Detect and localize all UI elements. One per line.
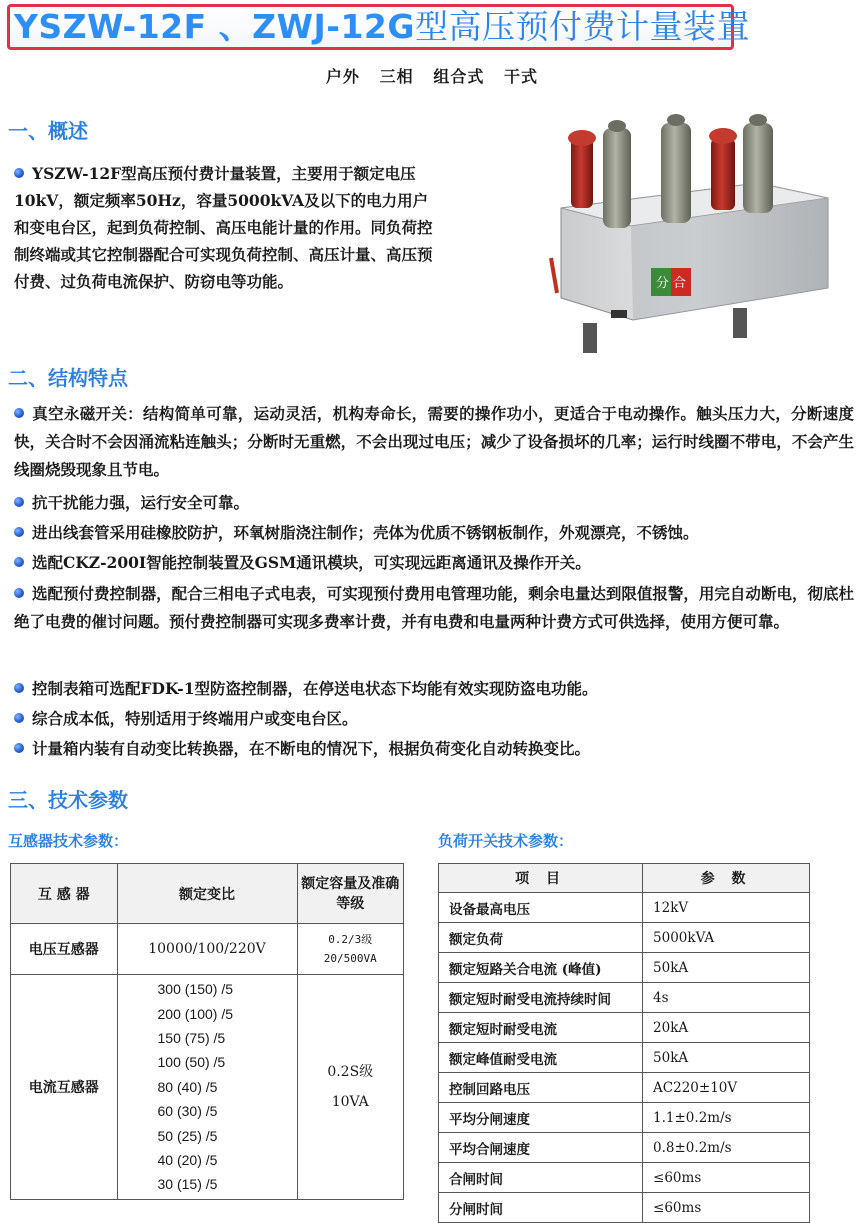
ratio-value: 30 (15) /5 [157,1176,218,1193]
red-insulator [711,138,735,210]
param-value: 4s [643,983,810,1013]
page-title [14,4,750,50]
feature-text: 选配CKZ-200I智能控制装置及GSM通讯模块，可实现远距离通讯及操作开关。 [32,553,591,572]
grey-insulator [603,128,631,228]
table-cell: 10000/100/220V [117,924,297,975]
bullet-icon [14,713,24,723]
grey-insulator-cap [667,114,685,126]
table-row [439,923,810,953]
feature-item [14,519,854,547]
bullet-icon [14,408,24,418]
table-cell [117,975,297,1200]
red-insulator-cap [568,130,596,146]
param-name: 平均分闸速度 [439,1103,643,1133]
overview-heading: 一、概述 [8,119,88,143]
ratio-value: 150 (75) /5 [157,1029,226,1046]
page-subtitle: 户外 三相 组合式 干式 [325,67,539,86]
table-row [439,1133,810,1163]
operating-lever [551,258,557,293]
bullet-icon [14,743,24,753]
table-row [11,924,404,975]
table-row [439,983,810,1013]
param-value: 20kA [643,1013,810,1043]
operation-label-text: 分 合 [655,276,687,291]
accuracy-class: 0.2S级 [327,1064,374,1080]
support-foot [733,308,747,338]
ratio-value: 300 (150) /5 [157,981,233,998]
column-header: 互 感 器 [11,864,118,924]
param-value: 12kV [643,893,810,923]
feature-item [14,580,854,636]
bullet-icon [14,168,24,178]
feature-item [14,675,854,703]
table-row [439,1073,810,1103]
ct-table-heading: 互感器技术参数： [8,832,129,850]
overview-text: YSZW-12F型高压预付费计量装置，主要用于额定电压10kV，额定频率50Hz，容量5000kVA及以下的电力用户和变电台区，起到负荷控制、高压电能计量的作用。同负荷控制终端或其它控制器配合可实现负荷控制、高压计量、高压预付费、过负荷电流保护、防窃电等功能。 [14,164,433,291]
nameplate [611,310,627,318]
table-row [11,975,404,1200]
bullet-icon [14,683,24,693]
feature-text: 计量箱内装有自动变比转换器，在不断电的情况下，根据负荷变化自动转换变比。 [32,739,591,758]
grey-insulator-cap [608,120,626,132]
param-name: 控制回路电压 [439,1073,643,1103]
column-header: 额定变比 [117,864,297,924]
row-label: 电压互感器 [11,924,118,975]
bullet-icon [14,588,24,598]
param-value: 0.8±0.2m/s [643,1133,810,1163]
table-cell [297,924,403,975]
table-row [439,1103,810,1133]
feature-text: 真空永磁开关：结构简单可靠，运动灵活，机构寿命长，需要的操作功小，更适合于电动操作。触头压力大，分断速度快，关合时不会因涌流粘连触头；分断时无重燃，不会出现过电压；减少了设备损坏的几率；运行时线圈不带电，不会产生线圈烧毁现象且节电。 [14,404,854,479]
column-header: 额定容量及准确等级 [297,864,403,924]
accuracy-class: 0.2/3级 [328,933,373,946]
feature-text: 进出线套管采用硅橡胶防护，环氧树脂浇注制作；壳体为优质不锈钢板制作，外观漂亮，不锈蚀。 [32,523,699,542]
grey-insulator [661,123,691,223]
param-name: 额定负荷 [439,923,643,953]
bullet-icon [14,557,24,567]
table-row [439,893,810,923]
param-name: 额定短路关合电流 (峰值) [439,953,643,983]
grey-insulator-cap [749,114,767,126]
ratio-value: 100 (50) /5 [157,1054,226,1071]
rated-capacity: 10VA [331,1094,369,1110]
feature-item [14,705,854,733]
ratio-value: 50 (25) /5 [157,1127,218,1144]
overview-paragraph [14,160,434,295]
table-header-row [439,864,810,893]
bullet-icon [14,497,24,507]
product-photo [543,98,843,356]
param-name: 平均合闸速度 [439,1133,643,1163]
param-name: 额定短时耐受电流 [439,1013,643,1043]
param-value: 50kA [643,953,810,983]
ratio-value: 200 (100) /5 [157,1005,233,1022]
param-name: 分闸时间 [439,1193,643,1223]
table-row [439,1013,810,1043]
transformer-table [10,863,404,1200]
structure-heading: 二、结构特点 [8,366,128,390]
tech-heading: 三、技术参数 [8,788,128,812]
param-name: 额定峰值耐受电流 [439,1043,643,1073]
table-row [439,1043,810,1073]
ratio-value: 60 (30) /5 [157,1103,218,1120]
grey-insulator [743,123,773,213]
red-insulator-cap [709,128,737,144]
table-header-row [11,864,404,924]
table-row [439,953,810,983]
row-label: 电流互感器 [11,975,118,1200]
param-value: ≤60ms [643,1193,810,1223]
table-row [439,1193,810,1223]
feature-item [14,400,854,484]
lsw-table-heading: 负荷开关技术参数： [438,832,574,850]
column-header: 项 目 [439,864,643,893]
bullet-icon [14,527,24,537]
rated-capacity: 20/500VA [323,952,377,965]
param-name: 额定短时耐受电流持续时间 [439,983,643,1013]
param-value: 5000kVA [643,923,810,953]
feature-item [14,489,854,517]
title-model: YSZW-12F 、ZWJ-12G [14,7,415,46]
feature-text: 控制表箱可选配FDK-1型防盗控制器，在停送电状态下均能有效实现防盗电功能。 [32,679,598,698]
title-product: 型高压预付费计量装置 [414,7,750,46]
table-row [439,1163,810,1193]
feature-item [14,735,854,763]
param-value: 50kA [643,1043,810,1073]
param-value: 1.1±0.2m/s [643,1103,810,1133]
ratio-value: 80 (40) /5 [157,1078,218,1095]
table-cell [297,975,403,1200]
red-insulator [571,138,593,208]
feature-text: 综合成本低，特别适用于终端用户或变电台区。 [32,709,358,728]
support-foot [583,323,597,353]
column-header: 参 数 [643,864,810,893]
feature-text: 抗干扰能力强，运行安全可靠。 [32,493,250,512]
param-value: AC220±10V [643,1073,810,1103]
load-switch-table [438,863,810,1223]
param-name: 合闸时间 [439,1163,643,1193]
param-name: 设备最高电压 [439,893,643,923]
ratio-value: 40 (20) /5 [157,1152,218,1169]
param-value: ≤60ms [643,1163,810,1193]
feature-item [14,549,854,577]
feature-text: 选配预付费控制器，配合三相电子式电表，可实现预付费用电管理功能，剩余电量达到限值报警，用完自动断电，彻底杜绝了电费的催讨问题。预付费控制器可实现多费率计费，并有电费和电量两种计费方式可供选择，使用方便可靠。 [14,584,854,631]
